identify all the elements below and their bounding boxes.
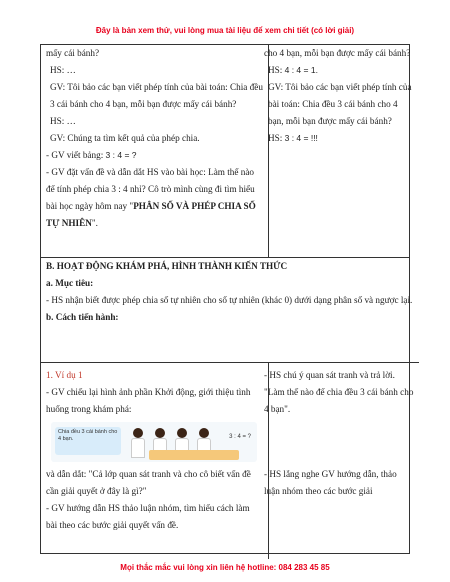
subheading: a. Mục tiêu: [46,278,94,288]
speech-bubble: Chia đều 3 cái bánh cho 4 bạn. [55,427,121,455]
teacher-column [41,363,269,559]
text-line: GV: Tôi bảo các bạn viết phép tính của bài toán: Chia đều 3 cái bánh cho 4 bạn, mỗi bạn được mấy cái bánh? [268,82,412,126]
text-line: cho 4 bạn, mỗi bạn được mấy cái bánh? [264,48,411,58]
text-line: GV: Chúng ta tìm kết quả của phép chia. [50,133,200,143]
equation: 3 : 4 = ? [229,434,251,440]
student-column [259,363,419,559]
text-line: - GV chiếu lại hình ảnh phần Khởi động, giới thiệu tình huống trong khám phá: [46,387,251,414]
text-span: - GV viết bảng: [46,150,104,160]
classroom-illustration [51,422,257,462]
table-row [41,45,412,258]
text-line: mấy cái bánh? [46,48,100,58]
text-line [46,147,263,164]
child-figure [155,428,165,438]
text-span: ". [91,218,98,228]
teacher-column [41,45,269,257]
child-figure [177,428,187,438]
text-line [46,164,263,232]
text-line: HS: … [50,116,76,126]
text-line: - HS lắng nghe GV hướng dẫn, thảo luận nhóm theo các bước giải [264,469,397,496]
example-title: 1. Ví dụ 1 [46,370,83,380]
table-row [41,363,414,555]
equation: 3 : 4 = ? [105,150,137,160]
text-line: HS: … [50,65,76,75]
child-body [131,438,145,458]
text-line: GV: Tôi bảo các bạn viết phép tính của bài toán: Chia đều 3 cái bánh cho 4 bạn, mỗi bạn được mấy cái bánh? [50,82,263,109]
spacer [264,418,414,466]
hotline-banner: Mọi thắc mắc vui lòng xin liên hệ hotline: 084 283 45 85 [120,563,330,572]
text-line: - GV hướng dẫn HS thảo luận nhóm, tìm hiểu cách làm bài theo các bước giải quyết vấn đề. [46,503,250,530]
text-span: HS: [268,65,283,75]
table-with-cakes [149,450,239,460]
table-row [41,258,419,363]
text-line [264,62,414,79]
section-heading: B. HOẠT ĐỘNG KHÁM PHÁ, HÌNH THÀNH KIẾN THỨC [46,261,288,271]
text-line [264,130,414,147]
text-span: - GV đặt vấn đề và dẫn dắt HS vào bài học: Làm thế nào để tính phép chia 3 : 4 nhỉ? Cô trò mình cùng đi tìm hiểu bài học ngày hôm nay " [46,167,255,211]
text-line: - HS nhận biết được phép chia số tự nhiên cho số tự nhiên (khác 0) dưới dạng phân số và ngược lại. [46,295,413,305]
text-span: HS: [268,133,283,143]
text-line: và dẫn dắt: "Cả lớp quan sát tranh và cho cô biết vấn đề cần giải quyết ở đây là gì?" [46,469,251,496]
student-column [259,45,419,257]
child-figure [133,428,143,438]
text-line: - HS chú ý quan sát tranh và trả lời. "Làm thế nào để chia đều 3 cái bánh cho 4 bạn". [264,370,414,414]
equation: 3 : 4 = !!! [284,133,318,143]
lesson-table [40,44,414,554]
subheading: b. Cách tiến hành: [46,312,119,322]
child-figure [199,428,209,438]
lesson-title: PHÂN SỐ VÀ PHÉP CHIA SỐ TỰ NHIÊN [46,201,256,228]
preview-banner: Đây là bản xem thử, vui lòng mua tài liệu để xem chi tiết (có lời giải) [95,26,355,35]
equation: 4 : 4 = 1. [284,65,318,75]
